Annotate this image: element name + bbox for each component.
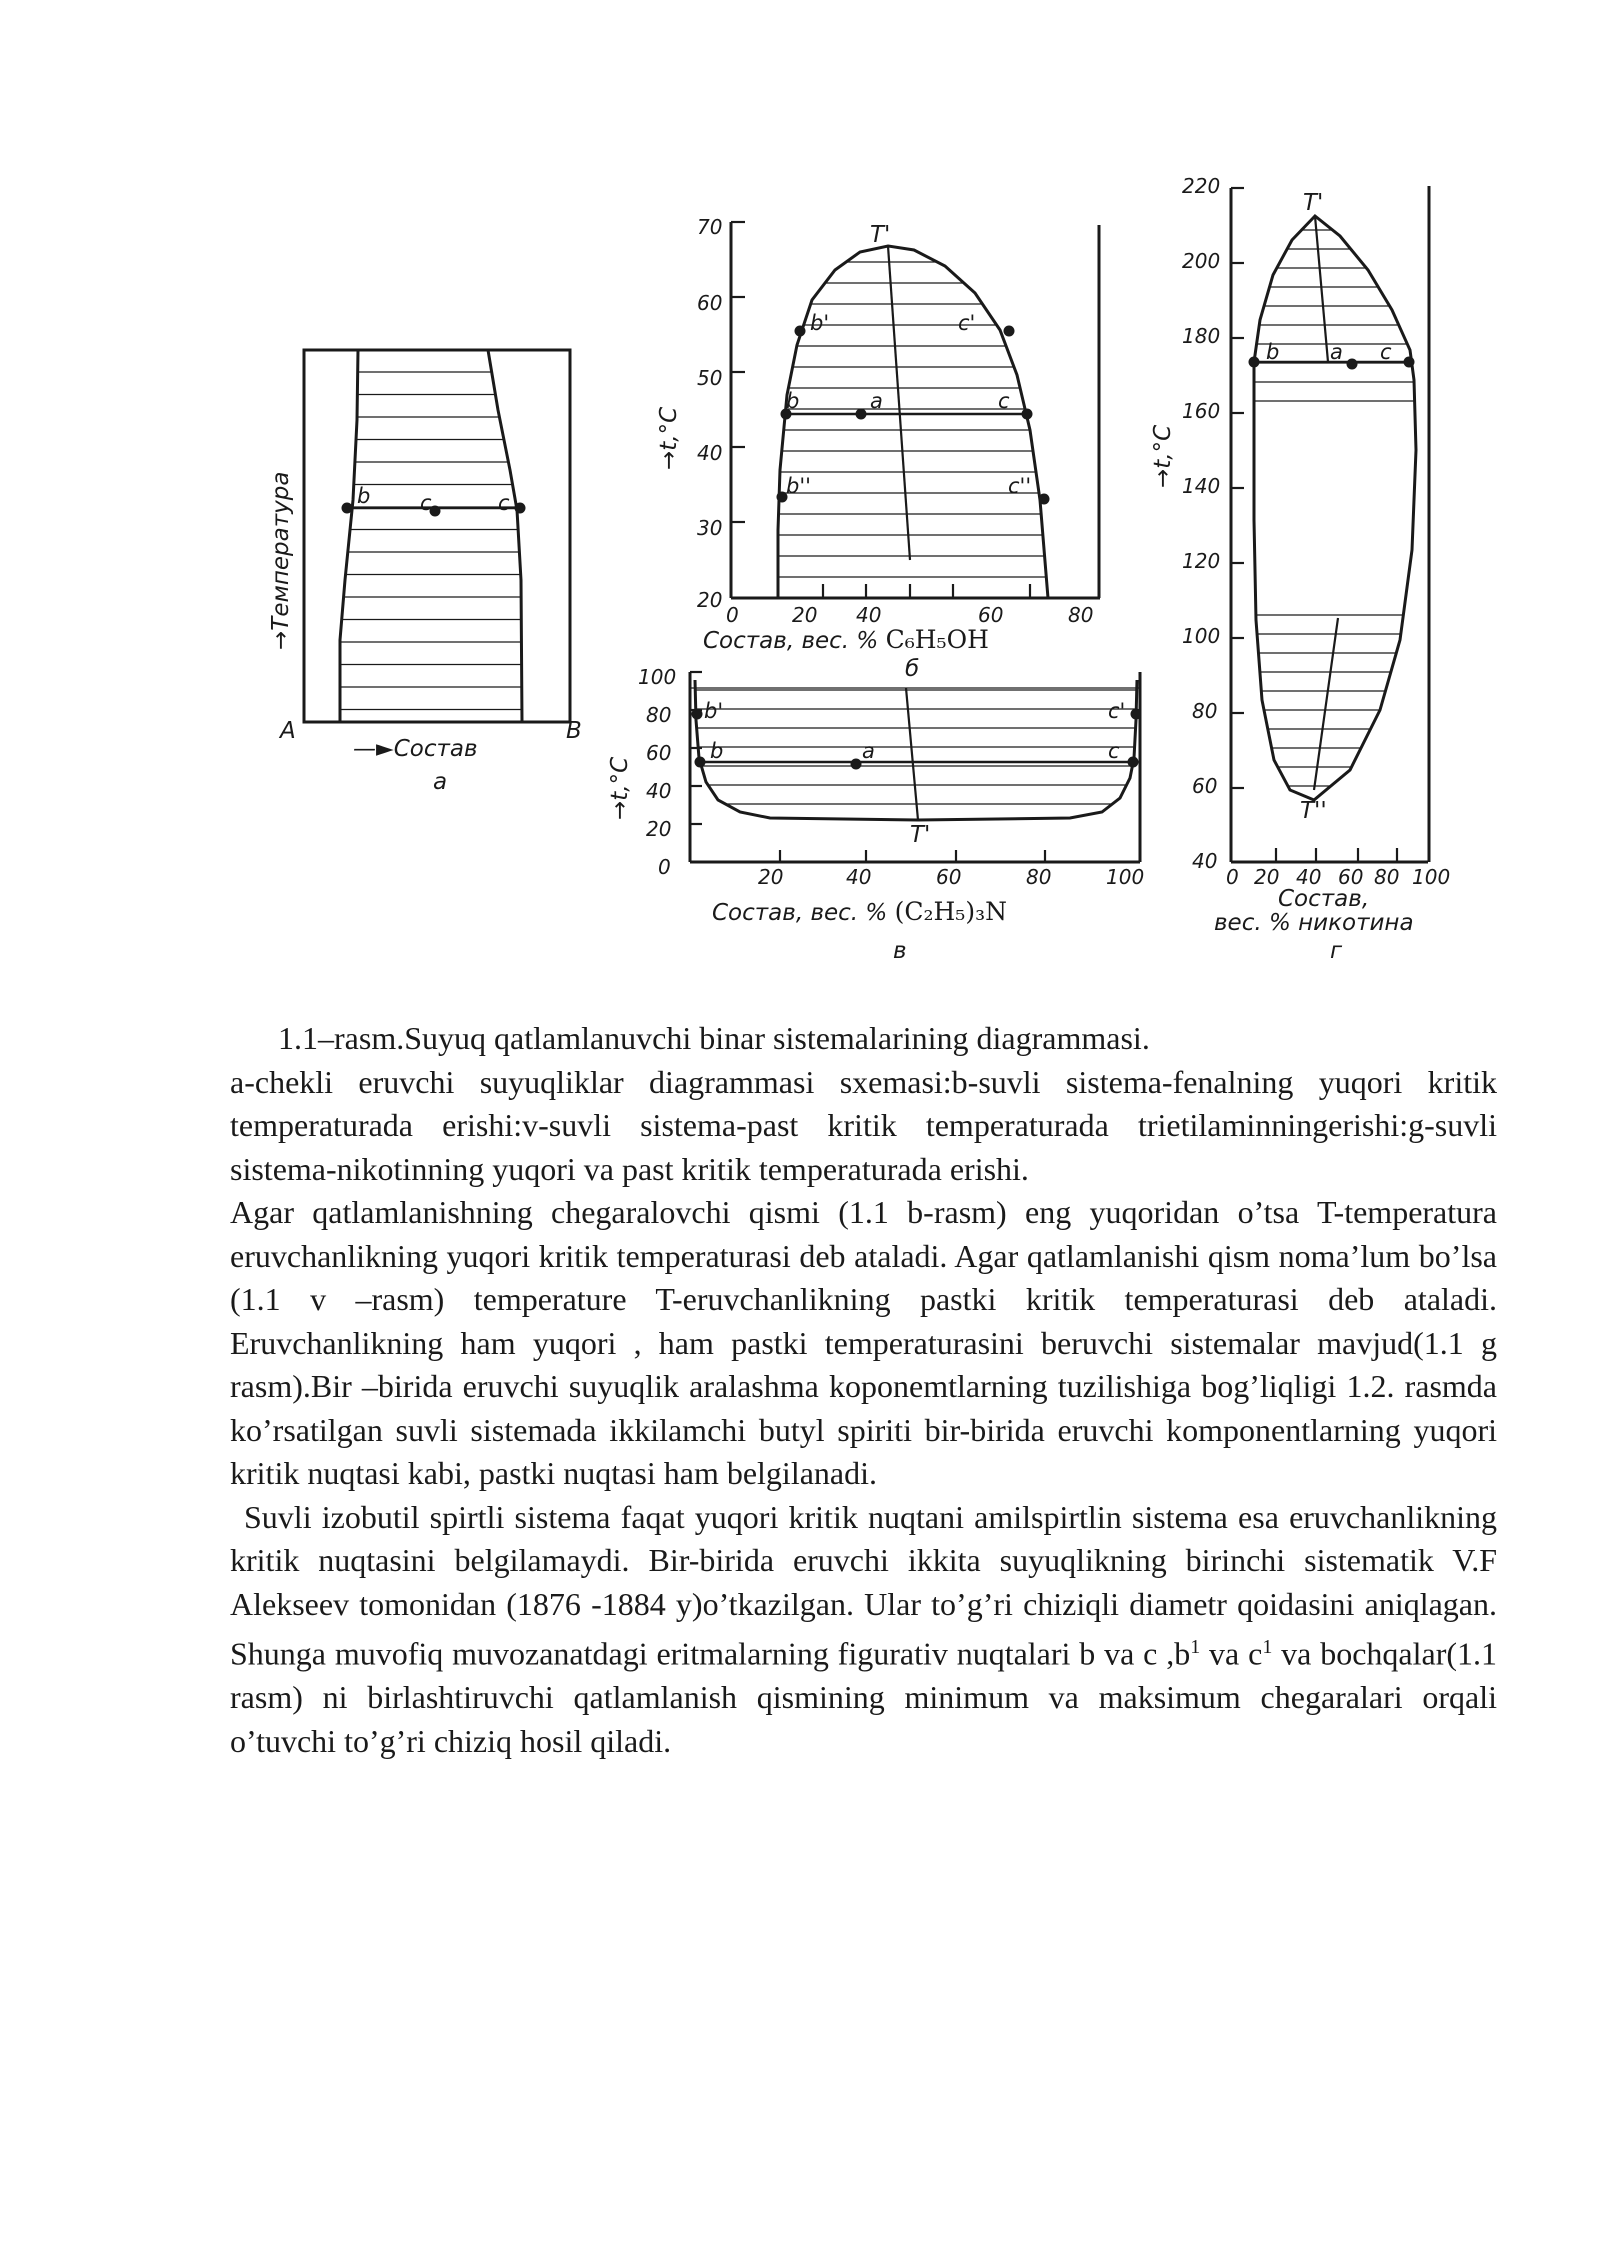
g-ylabel: →t,°C	[1150, 424, 1176, 488]
b-xtick-40: 40	[856, 603, 882, 627]
b-xtick-80: 80	[1068, 603, 1094, 627]
g-dot-b	[1249, 357, 1260, 368]
g-critical-top: T'	[1303, 190, 1324, 216]
v-xtick-60: 60	[936, 865, 962, 889]
b-label-c2: c''	[1008, 474, 1032, 498]
b-ytick-40: 40	[697, 441, 723, 465]
b-label-a: a	[870, 389, 883, 413]
b-ytick-70: 70	[697, 215, 723, 239]
a-left-end: A	[280, 718, 296, 744]
g-label-c: c	[1380, 340, 1392, 364]
a-sublabel: а	[433, 769, 448, 795]
g-critical-bottom: T''	[1300, 798, 1327, 824]
b-label-b2: b''	[786, 474, 811, 498]
panel-b-ytick-labels	[697, 215, 722, 612]
b-ytick-50: 50	[697, 366, 723, 390]
g-ytick-200: 200	[1182, 249, 1221, 273]
g-ytick-120: 120	[1182, 549, 1221, 573]
panel-a-schematic	[304, 350, 570, 722]
v-label-c1: c'	[1108, 699, 1126, 723]
g-xtick-20: 20	[1254, 865, 1280, 889]
panel-v-points	[692, 709, 1142, 770]
v-xtick-100: 100	[1106, 865, 1145, 889]
phase-diagrams-figure	[0, 0, 1600, 1000]
g-xlabel-1: Состав,	[1278, 886, 1370, 912]
b-xlabel: Состав, вес. % C₆H₅OH	[703, 625, 989, 654]
g-xtick-0: 0	[1226, 865, 1239, 889]
v-xtick-80: 80	[1026, 865, 1052, 889]
v-dot-b	[695, 757, 706, 768]
b-dot-c1	[1004, 326, 1015, 337]
b-label-b: b	[786, 389, 800, 413]
b-sublabel: б	[905, 656, 920, 682]
v-ytick-80: 80	[646, 703, 672, 727]
g-ytick-80: 80	[1192, 699, 1218, 723]
v-xtick-40: 40	[846, 865, 872, 889]
v-dot-c	[1128, 757, 1139, 768]
b-xtick-60: 60	[978, 603, 1004, 627]
g-dot-c	[1404, 357, 1415, 368]
b-xtick-20: 20	[792, 603, 818, 627]
b-critical-label: T'	[870, 222, 891, 248]
b-dot-a	[856, 409, 867, 420]
b-label-c1: c'	[958, 311, 976, 335]
a-point-c: c	[498, 491, 510, 515]
figure-caption-block	[230, 1017, 1497, 1763]
v-ytick-20: 20	[646, 817, 672, 841]
v-ylabel: →t,°C	[607, 756, 633, 820]
v-ytick-0: 0	[658, 855, 671, 879]
v-dot-c1	[1131, 709, 1142, 720]
v-xlabel: Состав, вес. % (C₂H₅)₃N	[712, 897, 1007, 926]
v-dot-a	[851, 759, 862, 770]
panel-g-ytick-labels	[1182, 174, 1220, 873]
panel-g-nicotine-water	[1231, 186, 1429, 862]
g-ytick-160: 160	[1182, 399, 1221, 423]
b-dot-b1	[795, 326, 806, 337]
v-ytick-60: 60	[646, 741, 672, 765]
v-label-b: b	[710, 739, 724, 763]
b-ytick-30: 30	[697, 516, 723, 540]
v-critical-label: T'	[910, 822, 931, 848]
panel-v-xtick-labels	[758, 865, 1144, 889]
v-ytick-100: 100	[638, 665, 677, 689]
panel-v-ytick-labels	[638, 665, 676, 879]
g-ytick-100: 100	[1182, 624, 1221, 648]
b-label-b1: b'	[810, 311, 830, 335]
v-label-b1: b'	[704, 699, 724, 723]
g-xtick-100: 100	[1412, 865, 1451, 889]
g-ytick-220: 220	[1182, 174, 1221, 198]
a-point-c-mid: c	[420, 491, 432, 515]
g-dot-a	[1347, 359, 1358, 370]
g-ytick-180: 180	[1182, 324, 1221, 348]
figure-caption: 1.1–rasm.Suyuq qatlamlanuvchi binar sistemalarining diagrammasi.	[278, 1020, 1150, 1056]
g-ytick-60: 60	[1192, 774, 1218, 798]
g-xlabel-2: вес. % никотина	[1214, 910, 1414, 936]
b-label-c: c	[998, 389, 1010, 413]
a-xlabel: —►Состав	[353, 736, 478, 762]
g-xtick-80: 80	[1374, 865, 1400, 889]
g-ytick-40: 40	[1192, 849, 1218, 873]
g-sublabel: г	[1330, 938, 1343, 964]
g-xtick-60: 60	[1338, 865, 1364, 889]
a-right-end: B	[566, 718, 582, 744]
b-xtick-0: 0	[726, 603, 739, 627]
g-ytick-140: 140	[1182, 474, 1221, 498]
b-ytick-60: 60	[697, 291, 723, 315]
b-dot-c2	[1039, 494, 1050, 505]
paragraph-2: Suvli izobutil spirtli sistema faqat yuqori kritik nuqtani amilspirtlin sistema esa eruvchanlikning kritik nuqtasini belgilamaydi. Bir-birida eruvchi ikkita suyuqlikning birinchi sistematik V.F Alekseev tomonidan (1876 -1884 y)o’tkazilgan. Ular to’g’ri chiziqli diametr qoidasini aniqlagan. Shunga muvofiq muvozanatdagi eritmalarning figurativ nuqtalari b va c $,b^1$ va $c^1$ va bochqalar(1.1 rasm) ni birlashtiruvchi qatlamlanish qismining minimum va maksimum chegaralari orqali o’tuvchi to’g’ri chiziq hosil qiladi.	[230, 1498, 1498, 1759]
v-ytick-40: 40	[646, 779, 672, 803]
b-dot-c	[1022, 409, 1033, 420]
paragraph-1: Agar qatlamlanishning chegaralovchi qismi (1.1 b-rasm) eng yuqoridan o’tsa T-temperatura eruvchanlikning yuqori kritik temperaturasi deb ataladi. Agar qatlamlanishi qism noma’lum bo’lsa (1.1 v –rasm) temperature T-eruvchanlikning pastki kritik temperaturasi deb ataladi. Eruvchanlikning ham yuqori , ham pastki temperaturasini beruvchi sistemalar mavjud(1.1 g rasm).Bir –birida eruvchi suyuqlik aralashma koponemtlarning tuzilishiga bog’liqligi 1.2. rasmda ko’rsatilgan suvli sistemada ikkilamchi butyl spiriti bir-birida eruvchi komponentlarning yuqori kritik nuqtasi kabi, pastki nuqtasi ham belgilanadi.	[230, 1194, 1497, 1491]
g-label-b: b	[1266, 340, 1280, 364]
v-dot-b1	[692, 709, 703, 720]
g-label-a: a	[1330, 340, 1343, 364]
figure-description: a-chekli eruvchi suyuqliklar diagrammasi sxemasi:b-suvli sistema-fenalning yuqori kritik temperaturada erishi:v-suvli sistema-past kritik temperaturada trietilaminningerishi:g-suvli sistema-nikotinning yuqori va past kritik temperaturada erishi.	[230, 1063, 1497, 1187]
g-xtick-40: 40	[1296, 865, 1322, 889]
v-sublabel: в	[893, 938, 907, 964]
b-ylabel: →t,°C	[656, 406, 682, 470]
a-point-b: b	[357, 484, 371, 508]
v-xtick-20: 20	[758, 865, 784, 889]
b-ytick-20: 20	[697, 588, 723, 612]
a-ylabel: →Температура	[268, 471, 294, 650]
panel-b-xtick-labels	[726, 603, 1093, 627]
v-label-c: c	[1108, 739, 1120, 763]
v-label-a: a	[862, 739, 875, 763]
